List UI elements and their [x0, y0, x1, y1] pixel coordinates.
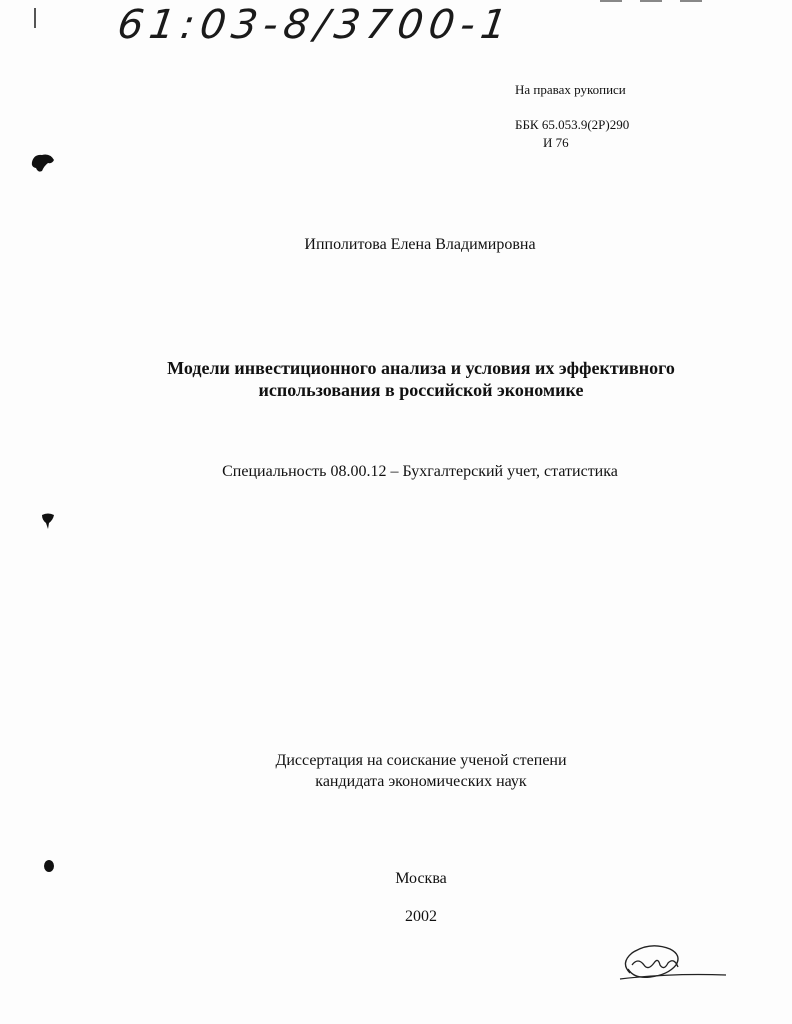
handwritten-signature [610, 935, 730, 995]
bbk-code: ББК 65.053.9(2Р)290 [515, 117, 630, 132]
city: Москва [395, 870, 447, 887]
year: 2002 [405, 908, 437, 925]
specialty-line: Специальность 08.00.12 – Бухгалтерский учет, статистика [222, 463, 618, 480]
dissertation-title [60, 357, 782, 401]
degree-line-2: кандидата экономических наук [315, 773, 527, 790]
title-line-2: использования в российской экономике [258, 380, 584, 400]
handwritten-archive-number: 61:03-8/3700-1 [114, 2, 516, 48]
hole-blot-top [30, 152, 56, 174]
corner-scan-mark [34, 8, 36, 28]
scan-edge-lines [600, 0, 710, 4]
author-name: Ипполитова Елена Владимировна [304, 236, 536, 253]
title-line-1: Модели инвестиционного анализа и условия их эффективного [167, 358, 675, 378]
degree-statement [0, 750, 792, 792]
hole-blot-middle [40, 512, 56, 532]
degree-line-1: Диссертация на соискание ученой степени [275, 752, 567, 769]
author-mark: И 76 [543, 135, 569, 150]
rights-notice: На правах рукописи [515, 82, 626, 97]
